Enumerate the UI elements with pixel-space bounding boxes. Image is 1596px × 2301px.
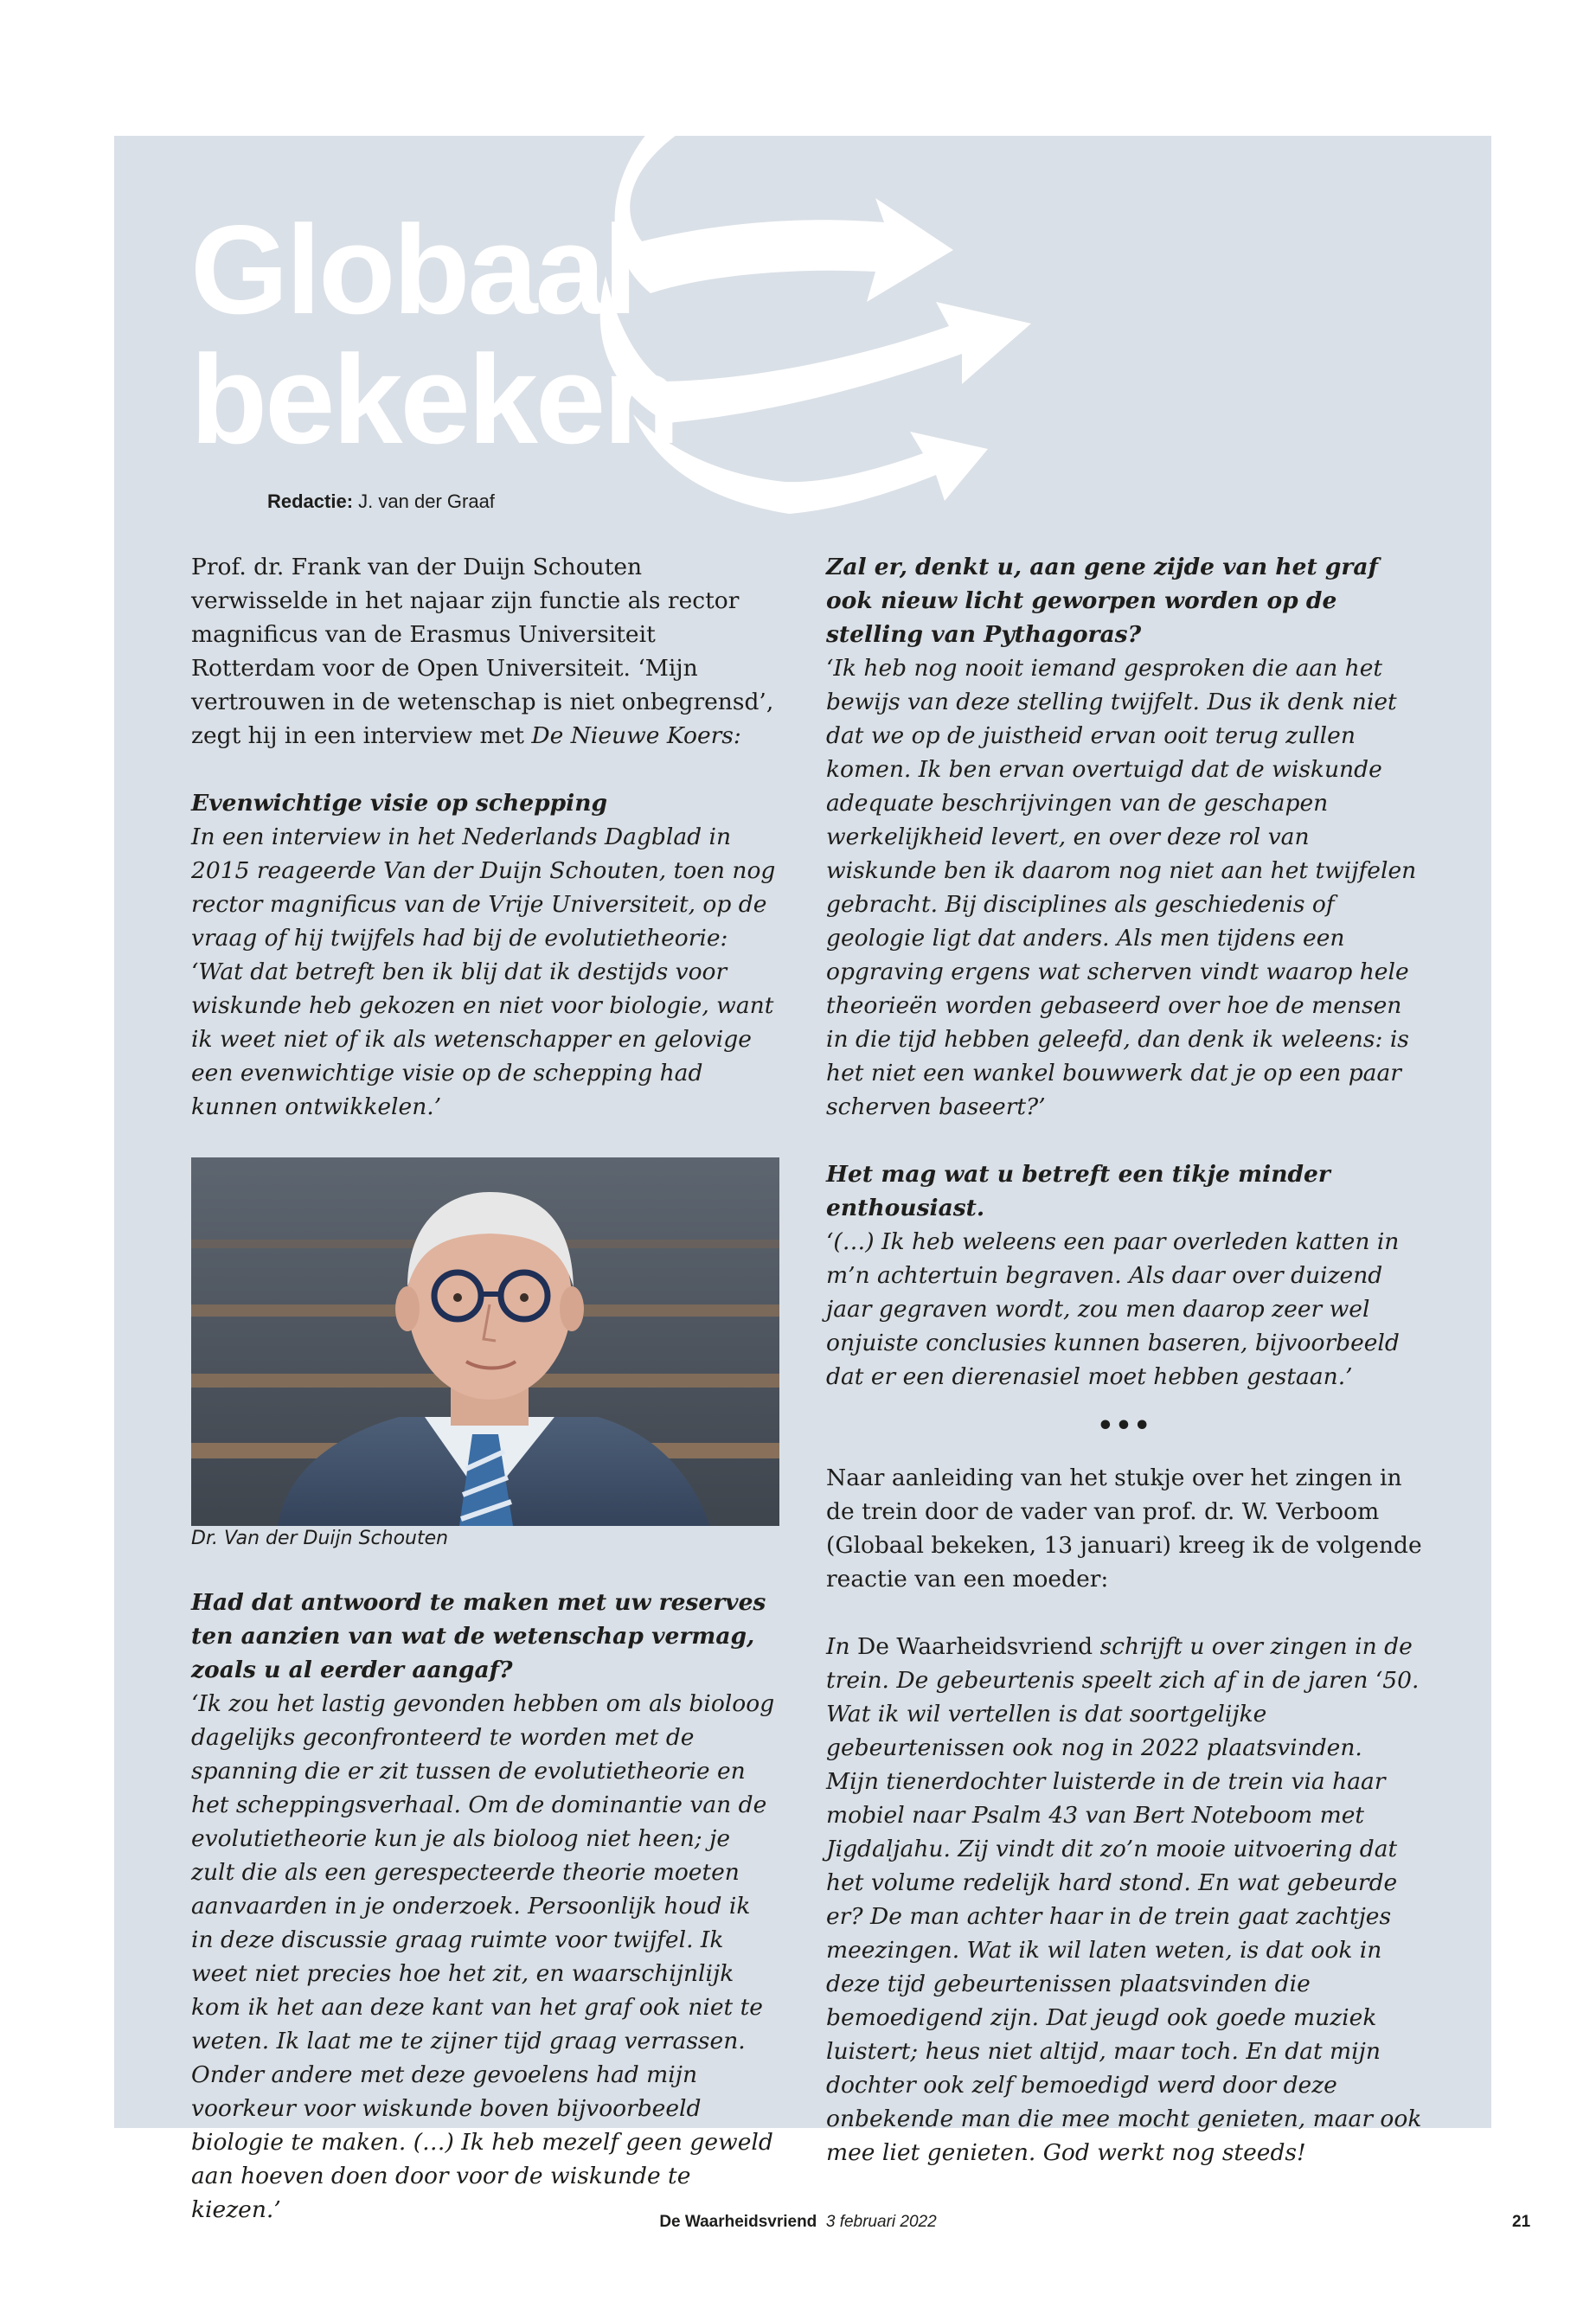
publication-name: De Waarheidsvriend [659,2213,817,2231]
letter-text: schrijft u over zingen in de trein. De gebeurtenis speelt zich af in de jaren ‘50. Wat ik wil vertellen is dat soortgelijke gebeurtenissen ook nog in 2022 plaatsvinden. [826,1633,1420,1761]
photo-caption: Dr. Van der Duijn Schouten [191,1528,449,1549]
letter-text: In [826,1633,857,1660]
reader-intro: Naar aanleiding van het stukje over het zingen in de trein door de vader van prof. dr. W. Verboom (Globaal bekeken, 13 januari) kreeg ik de volgende reactie van een moeder: [826,1465,1422,1593]
section-heading: Evenwichtige visie op schepping [191,790,607,817]
letter-source: De Waarheidsvriend [856,1633,1093,1660]
left-column [191,550,779,2227]
intro-text: Prof. dr. Frank van der Duijn Schouten verwisselde in het najaar zijn functie als rector magnificus van de Erasmus Universiteit Rotterdam voor de Open Universiteit. ‘Mijn vertrouwen in de wetenschap is niet onbegrensd’, zegt hij in een interview met [191,554,774,749]
issue-date: 3 februari 2022 [825,2213,937,2231]
editor-credit [267,490,495,513]
reader-letter-continued: Mijn tienerdochter luisterde in de trein via haar mobiel naar Psalm 43 van Bert Noteboom met Jigdaljahu. Zij vindt dit zo’n mooie uitvoering dat het volume redelijk hard stond. En wat gebeurde er? De man achter haar in de trein gaat zachtjes meezingen. Wat ik wil laten weten, is dat ook in deze tijd gebeurtenissen plaatsvinden die bemoedigend zijn. Dat jeugd ook goede muziek luistert; heus niet altijd, maar toch. En dat mijn dochter ook zelf bemoedigd werd door deze onbekende man die mee mocht genieten, maar ook mee liet genieten. God werkt nog steeds! [826,1768,1422,2166]
interview-answer: ‘Ik zou het lastig gevonden hebben om als bioloog dagelijks geconfronteerd te worden met de spanning die er zit tussen de evolutietheorie en het scheppingsverhaal. Om de dominantie van de evolutietheorie kun je als bioloog niet heen; je zult die als een gerespecteerde theorie moeten aanvaarden in je onderzoek. Persoonlijk houd ik in deze discussie graag ruimte voor twijfel. Ik weet niet precies hoe het zit, en waarschijnlijk kom ik het aan deze kant van het graf ook niet te weten. Ik laat me te zijner tijd graag verrassen. Onder andere met deze gevoelens had mijn voorkeur voor wiskunde boven bijvoorbeeld biologie te maken. (…) Ik heb mezelf geen geweld aan hoeven doen door voor de wiskunde te kiezen.’ [191,1690,775,2223]
right-column [826,550,1423,2170]
portrait-photo [191,1157,779,1526]
editor-label: Redactie: [267,490,354,512]
quote-paragraph: In een interview in het Nederlands Dagblad in 2015 reageerde Van der Duijn Schouten, toen nog rector magnificus van de Vrije Universiteit, op de vraag of hij twijfels had bij de evolutietheorie: ‘Wat dat betreft ben ik blij dat ik destijds voor wiskunde heb gekozen en niet voor biologie, want ik weet niet of ik als wetenschapper en gelovige een evenwichtige visie op de schepping had kunnen ontwikkelen.’ [191,824,776,1120]
editor-name: J. van der Graaf [358,490,495,512]
interview-question: Had dat antwoord te maken met uw reserves ten aanzien van wat de wetenschap vermag, zoals u al eerder aangaf? [191,1589,766,1683]
interview-question: Zal er, denkt u, aan gene zijde van het graf ook nieuw licht geworpen worden op de stelling van Pythagoras? [826,554,1378,648]
interview-answer: ‘Ik heb nog nooit iemand gesproken die aan het bewijs van deze stelling twijfelt. Dus ik denk niet dat we op de juistheid ervan ooit terug zullen komen. Ik ben ervan overtuigd dat de wiskunde adequate beschrijvingen van de geschapen werkelijkheid levert, en over deze rol van wiskunde ben ik daarom nog niet aan het twijfelen gebracht. Bij disciplines als geschiedenis of geologie ligt dat anders. Als men tijdens een opgraving ergens wat scherven vindt waarop hele theorieën worden gebaseerd over hoe de mensen in die tijd hebben geleefd, dan denk ik weleens: is het niet een wankel bouwwerk dat je op een paar scherven baseert?’ [826,655,1417,1120]
intro-paragraph [191,550,779,753]
interview-question: Het mag wat u betreft een tikje minder enthousiast. [826,1161,1330,1221]
title-line-1: Globaal [190,199,636,340]
section-separator: ••• [1097,1411,1152,1441]
reader-letter [826,1630,1423,1765]
interview-answer: ‘(…) Ik heb weleens een paar overleden katten in m’n achtertuin begraven. Als daar over duizend jaar gegraven wordt, zou men daarop zeer wel onjuiste conclusies kunnen baseren, bijvoorbeeld dat er een dierenasiel moet hebben gestaan.’ [826,1228,1400,1390]
page-title [190,199,678,470]
intro-source: De Nieuwe Koers: [531,722,741,749]
page-footer [0,2213,1596,2232]
page-number: 21 [1512,2213,1531,2231]
title-line-2: bekeken [190,329,678,470]
